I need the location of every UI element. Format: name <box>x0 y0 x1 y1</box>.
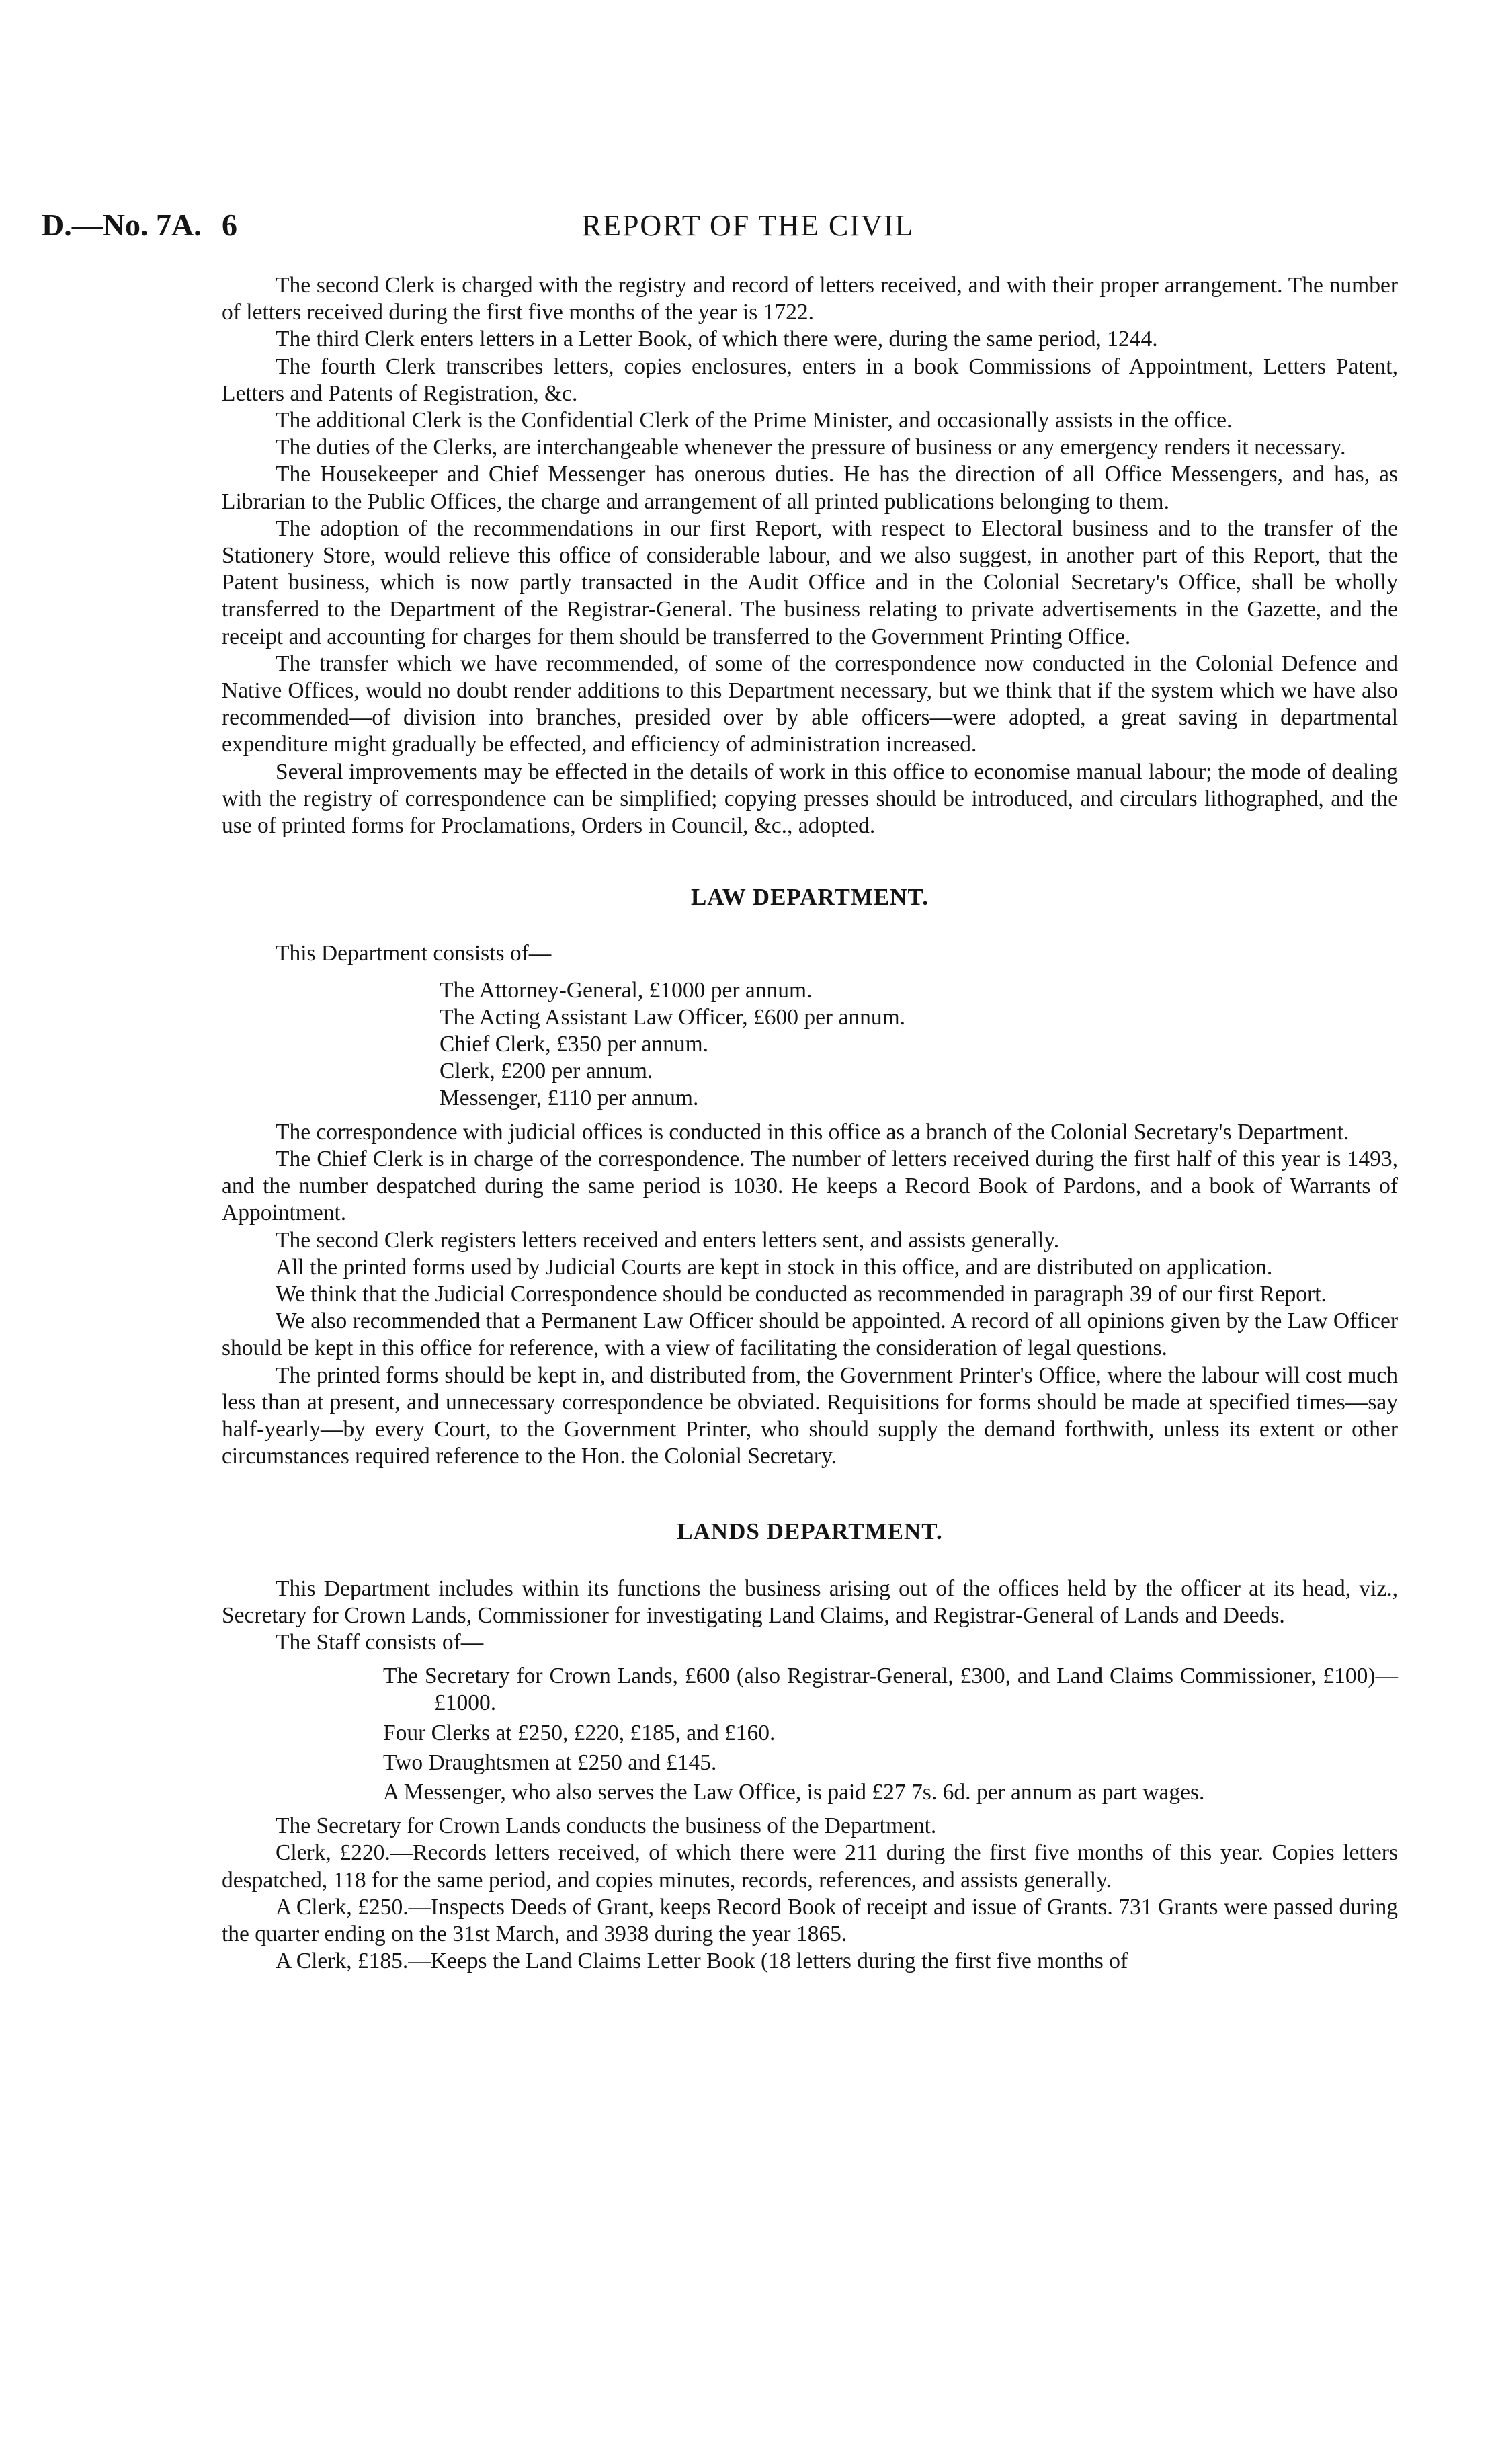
paragraph: The Secretary for Crown Lands conducts the business of the Department. <box>276 1813 937 1839</box>
staff-item: Messenger, £110 per annum. <box>440 1085 699 1111</box>
paragraph: The third Clerk enters letters in a Letter Book, of which there were, during the same period, 1244. <box>276 327 1158 352</box>
law-intro: This Department consists of— <box>276 941 552 967</box>
paragraph: The correspondence with judicial offices is conducted in this office as a branch of the Colonial Secretary's Department. <box>276 1119 1349 1145</box>
section-heading-lands: LANDS DEPARTMENT. <box>677 1518 943 1545</box>
paragraph: The adoption of the recommendations in our first Report, with respect to Electoral business and to the transfer of the Stationery Store, would relieve this office of considerable labour, and we also suggest, in another part of this Report, that the Patent business, which is now partly transacted in the Audit Office and in the Colonial Secretary's Office, shall be wholly transferred to the Department of the Registrar-General. The business relating to private advertisements in the Gazette, and the receipt and accounting for charges for them should be transferred to the Government Printing Office. <box>222 516 1398 649</box>
staff-item: The Acting Assistant Law Officer, £600 per annum. <box>440 1004 906 1030</box>
report-body <box>222 272 1398 1975</box>
paragraph: A Clerk, £250.—Inspects Deeds of Grant, keeps Record Book of receipt and issue of Grants. 731 Grants were passed during the quarter ending on the 31st March, and 3938 during the year 1865. <box>222 1894 1398 1946</box>
paragraph: The duties of the Clerks, are interchangeable whenever the pressure of business or any emergency renders it necessary. <box>276 435 1346 460</box>
lands-staff-list <box>383 1663 1398 1806</box>
paragraph: All the printed forms used by Judicial Courts are kept in stock in this office, and are distributed on application. <box>276 1254 1273 1280</box>
lands-department-section <box>222 1518 1398 1975</box>
page-number: 6 <box>222 208 237 242</box>
staff-item: Chief Clerk, £350 per annum. <box>440 1032 709 1057</box>
paragraph: The Housekeeper and Chief Messenger has onerous duties. He has the direction of all Office Messengers, and has, as Librarian to the Public Offices, the charge and arrangement of all printed publications belonging to them. <box>222 462 1398 514</box>
paragraph: The printed forms should be kept in, and distributed from, the Government Printer's Office, where the labour will cost much less than at present, and unnecessary correspondence be obviated. Requisitions for forms should be made at specified times—say half-yearly—by every Court, to the Government Printer, who should supply the demand forthwith, unless its extent or other circumstances required reference to the Hon. the Colonial Secretary. <box>222 1362 1398 1469</box>
law-department-section <box>222 884 1398 1470</box>
paragraph: Clerk, £220.—Records letters received, of which there were 211 during the first five months of this year. Copies letters despatched, 118 for the same period, and copies minutes, records, references, and assists generally. <box>222 1840 1398 1893</box>
running-title: REPORT OF THE CIVIL <box>581 209 915 242</box>
paragraph: The additional Clerk is the Confidential Clerk of the Prime Minister, and occasionally assists in the office. <box>276 408 1233 434</box>
staff-item: Clerk, £200 per annum. <box>440 1059 653 1084</box>
staff-item: A Messenger, who also serves the Law Office, is paid £27 7s. 6d. per annum as part wages. <box>383 1779 1205 1805</box>
staff-item: Two Draughtsmen at £250 and £145. <box>383 1750 717 1775</box>
section-heading-law: LAW DEPARTMENT. <box>690 884 929 911</box>
paragraph: We also recommended that a Permanent Law Officer should be appointed. A record of all opinions given by the Law Officer should be kept in this office for reference, with a view of facilitating the consideration of legal questions. <box>222 1309 1398 1361</box>
document-reference: D.—No. 7A. <box>42 208 202 242</box>
paragraph: The Chief Clerk is in charge of the correspondence. The number of letters received during the first half of this year is 1493, and the number despatched during the same period is 1030. He keeps a Record Book of Pardons, and a book of Warrants of Appointment. <box>222 1146 1398 1226</box>
paragraph: The second Clerk is charged with the registry and record of letters received, and with their proper arrangement. The number of letters received during the first five months of the year is 1722. <box>222 273 1398 325</box>
paragraph: We think that the Judicial Correspondence should be conducted as recommended in paragraph 39 of our first Report. <box>276 1281 1327 1307</box>
paragraph: This Department includes within its functions the business arising out of the offices held by the officer at its head, viz., Secretary for Crown Lands, Commissioner for investigating Land Claims, and Registrar-General of Lands and Deeds. <box>222 1575 1398 1628</box>
staff-item: The Secretary for Crown Lands, £600 (also Registrar-General, £300, and Land Claims Commissioner, £100)—£1000. <box>383 1664 1398 1716</box>
page-header <box>0 202 1496 249</box>
paragraph: The Staff consists of— <box>276 1629 484 1655</box>
paragraph: Several improvements may be effected in the details of work in this office to economise manual labour; the mode of dealing with the registry of correspondence can be simplified; copying presses should be introduced, and circulars lithographed, and the use of printed forms for Proclamations, Orders in Council, &c., adopted. <box>222 759 1398 839</box>
paragraph: A Clerk, £185.—Keeps the Land Claims Letter Book (18 letters during the first five months of <box>276 1948 1128 1974</box>
staff-item: The Attorney-General, £1000 per annum. <box>440 977 813 1003</box>
paragraph: The transfer which we have recommended, of some of the correspondence now conducted in the Colonial Defence and Native Offices, would no doubt render additions to this Department necessary, but we think that if the system which we have also recommended—of division into branches, presided over by able officers—were adopted, a great saving in departmental expenditure might gradually be effected, and efficiency of administration increased. <box>222 651 1398 757</box>
law-staff-list <box>440 977 1398 1112</box>
staff-item: Four Clerks at £250, £220, £185, and £160. <box>383 1720 776 1746</box>
intro-section <box>222 272 1398 839</box>
paragraph: The fourth Clerk transcribes letters, copies enclosures, enters in a book Commissions of Appointment, Letters Patent, Letters and Patents of Registration, &c. <box>222 354 1398 406</box>
paragraph: The second Clerk registers letters received and enters letters sent, and assists generally. <box>276 1227 1060 1253</box>
